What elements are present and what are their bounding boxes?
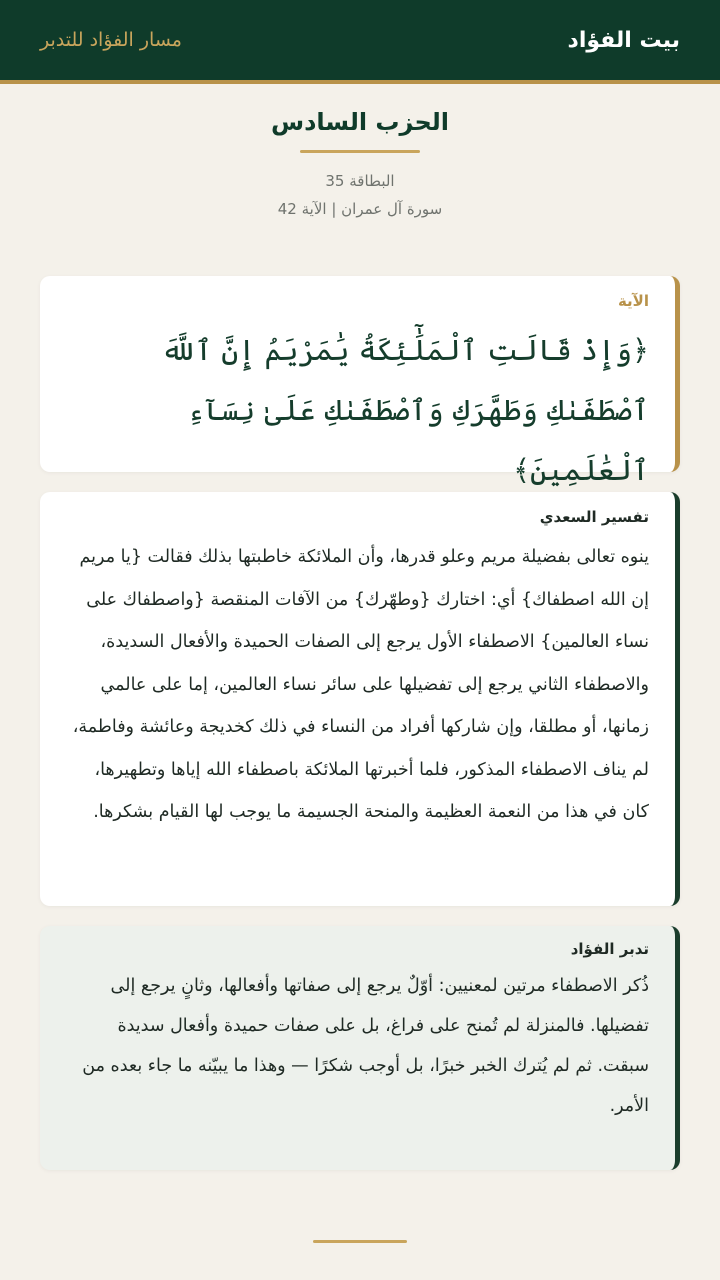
tadabbur-text: ذُكر الاصطفاء مرتين لمعنيين: أوّلٌ يرجع إلى صفاتها وأفعالها، وثانٍ يرجع إلى تفضيلها. فالمنزلة لم تُمنح على فراغ، بل على صفات حميدة وأفعال سديدة سبقت. ثم لم يُترك الخبر خبرًا، بل أوجب شكرًا — وهذا ما يبيّنه ما جاء بعده من الأمر. (82, 976, 649, 1116)
hizb-title: الحزب السادس (270, 108, 450, 136)
ayah-card-label: الآية (617, 292, 649, 310)
ayah-card (40, 276, 680, 487)
surah-reference: سورة آل عمران | الآية 42 (277, 200, 443, 218)
title-divider (300, 150, 420, 153)
tadabbur-card (40, 926, 680, 1170)
tadabbur-card-label: تدبر الفؤاد (570, 940, 649, 958)
tafsir-text: ينوه تعالى بفضيلة مريم وعلو قدرها، وأن الملائكة خاطبتها بذلك فقالت {يا مريم إن الله اصطفاك} أي: اختارك {وطهّرك} من الآفات المنقصة {واصطفاك على نساء العالمين} الاصطفاء الأول يرجع إلى الصفات الحميدة والأفعال السديدة، والاصطفاء الثاني يرجع إلى تفضيلها على سائر نساء العالمين، إما على عالمي زمانها، أو مطلقا، وإن شاركها أفراد من النساء في ذلك كخديجة وعائشة وفاطمة، لم يناف الاصطفاء المذكور، فلما أخبرتها الملائكة باصطفاء الله إياها وتطهيرها، كان في هذا من النعمة العظيمة والمنحة الجسيمة ما يوجب لها القيام بشكرها. (72, 547, 649, 822)
footer-divider (313, 1240, 407, 1243)
card-number: البطاقة 35 (325, 172, 395, 190)
section-header (0, 84, 720, 223)
tafsir-card (40, 492, 680, 906)
app-tagline: مسار الفؤاد للتدبر (40, 29, 182, 51)
ayah-text: ﴿وَإِذْ قَالَتِ ٱلْمَلَٰٓئِكَةُ يَٰمَرْيَمُ إِنَّ ٱللَّهَ ٱصْطَفَىٰكِ وَطَهَّرَكِ وَٱصْطَفَىٰكِ عَلَىٰ نِسَآءِ ٱلْعَٰلَمِينَ﴾ (161, 333, 649, 487)
app-header (0, 0, 720, 84)
tafsir-card-label: تفسير السعدي (539, 508, 649, 526)
app-brand[interactable]: بيت الفؤاد (567, 27, 680, 53)
